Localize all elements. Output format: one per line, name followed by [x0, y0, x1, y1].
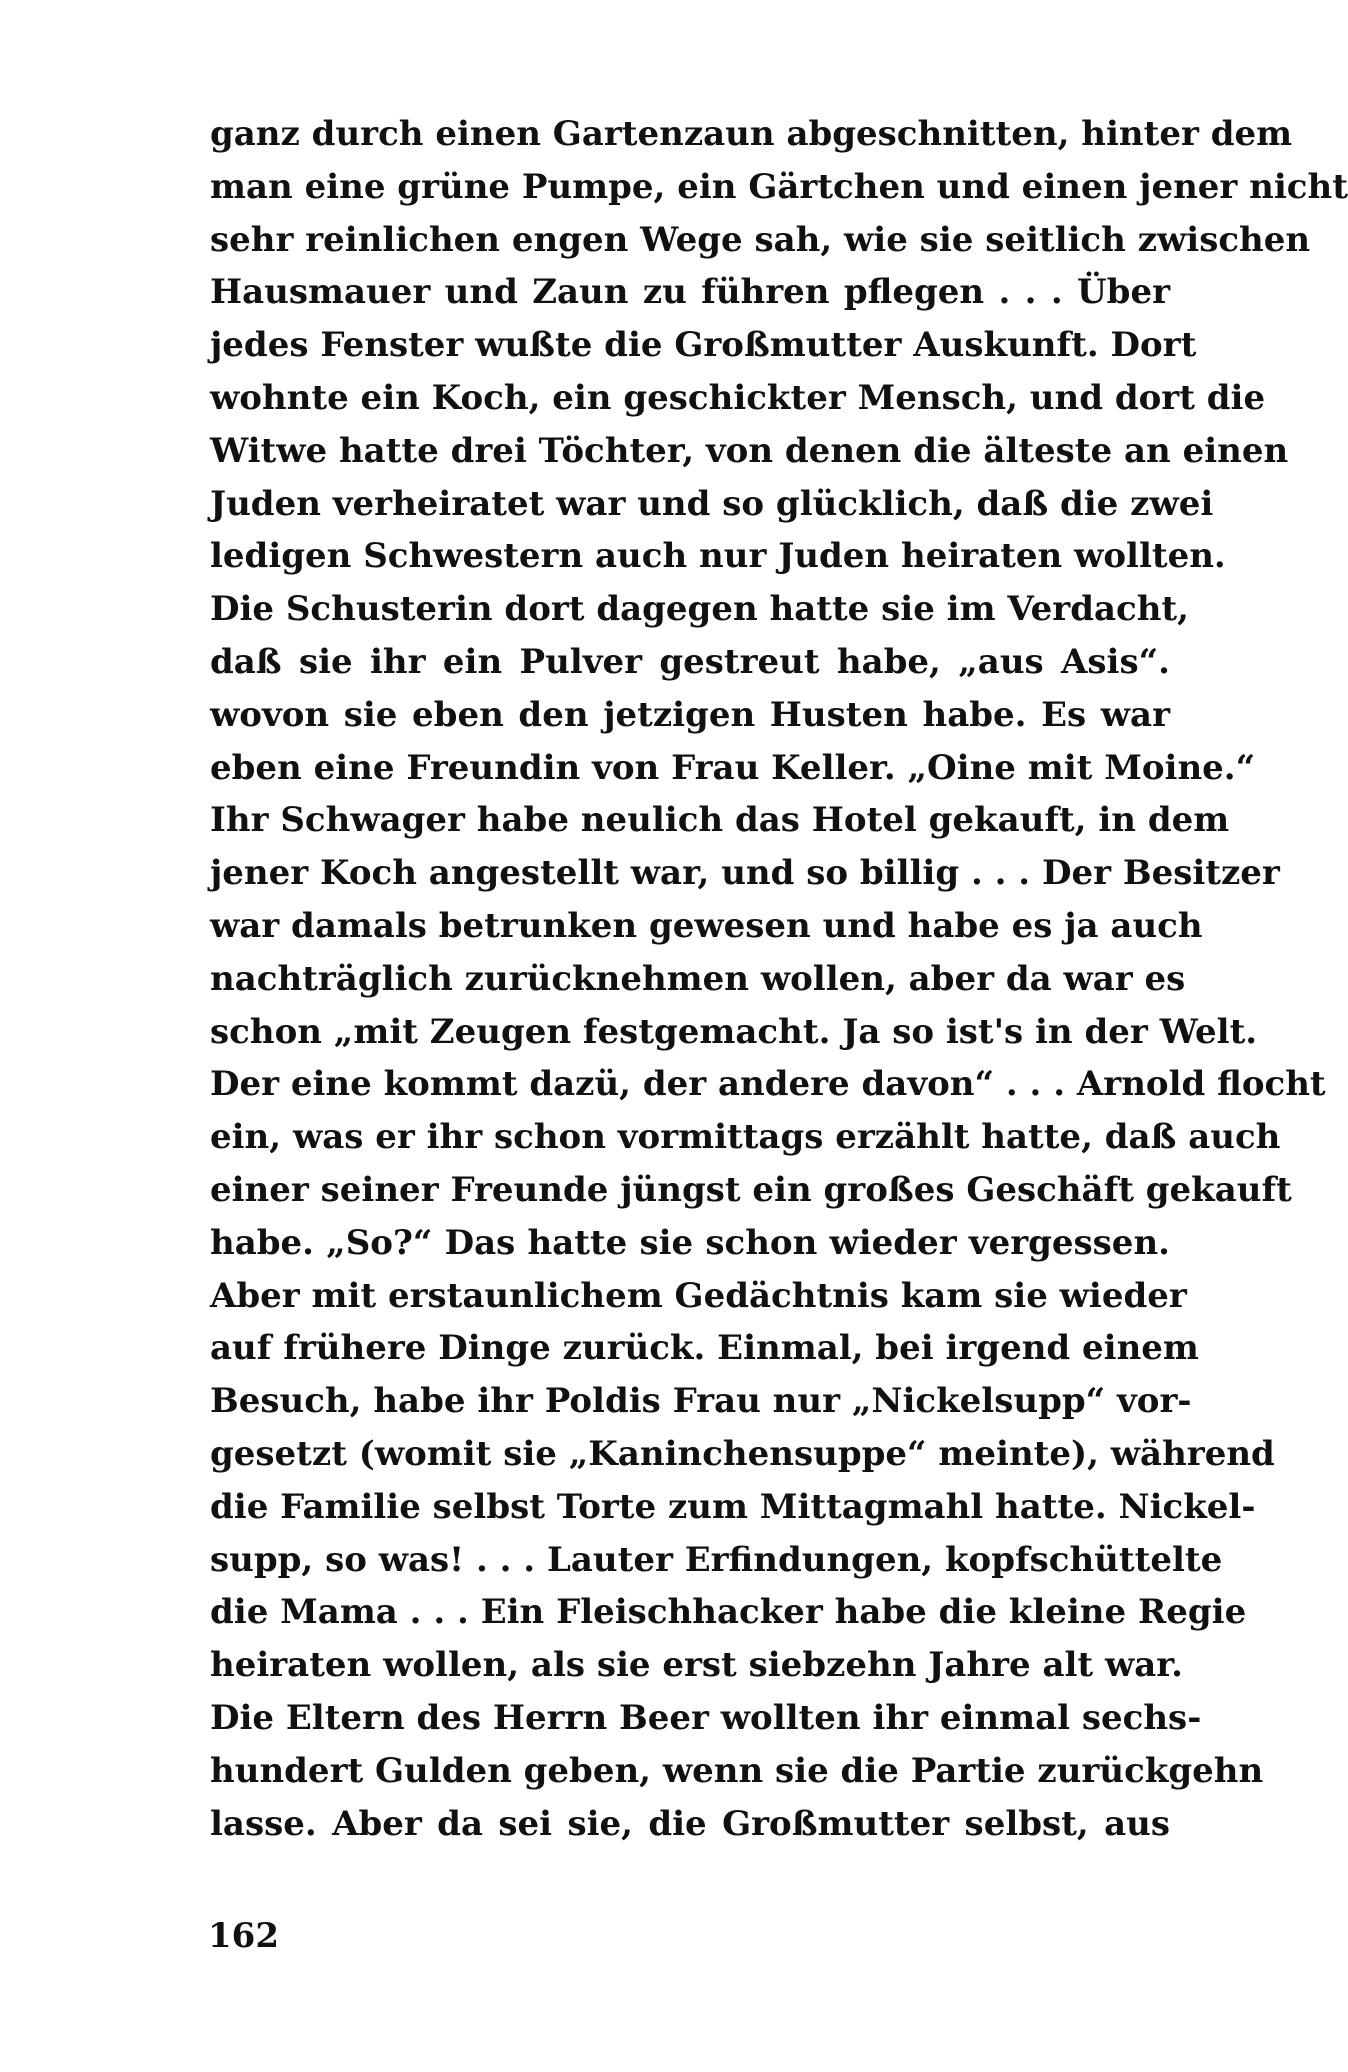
text-line: Der eine kommt dazü, der andere davon“ . . . Arnold flocht — [210, 1064, 1326, 1105]
text-line: einer seiner Freunde jüngst ein großes Geschäft gekauft — [210, 1169, 1292, 1210]
text-line: die Mama . . . Ein Fleischhacker habe die kleine Regie — [210, 1592, 1247, 1633]
text-line: supp, so was! . . . Lauter Erfindungen, kopfschüttelte — [210, 1539, 1223, 1580]
text-line: Hausmauer und Zaun zu führen pflegen . . . Über — [210, 272, 1170, 313]
text-line: jener Koch angestellt war, und so billig . . . Der Besitzer — [210, 853, 1280, 894]
text-line: wohnte ein Koch, ein geschickter Mensch, und dort die — [210, 377, 1266, 418]
text-line: sehr reinlichen engen Wege sah, wie sie seitlich zwischen — [210, 219, 1311, 260]
text-line: habe. „So?“ Das hatte sie schon wieder vergessen. — [210, 1222, 1170, 1263]
text-line: Ihr Schwager habe neulich das Hotel gekauft, in dem — [210, 800, 1230, 841]
text-line: Aber mit erstaunlichem Gedächtnis kam sie wieder — [210, 1275, 1187, 1316]
text-line: gesetzt (womit sie „Kaninchensuppe“ meinte), während — [210, 1433, 1275, 1474]
text-line: Witwe hatte drei Töchter, von denen die älteste an einen — [210, 430, 1289, 471]
text-line: schon „mit Zeugen festgemacht. Ja so ist's in der Welt. — [210, 1011, 1258, 1052]
text-line: hundert Gulden geben, wenn sie die Partie zurückgehn — [210, 1750, 1264, 1791]
text-line: ledigen Schwestern auch nur Juden heiraten wollten. — [210, 536, 1226, 577]
text-line: man eine grüne Pumpe, ein Gärtchen und einen jener nicht — [210, 166, 1348, 207]
text-line: eben eine Freundin von Frau Keller. „Oine mit Moine.“ — [210, 747, 1256, 788]
text-line: Besuch, habe ihr Poldis Frau nur „Nickelsupp“ vor- — [210, 1381, 1192, 1422]
text-line: ganz durch einen Gartenzaun abgeschnitten, hinter dem — [210, 114, 1293, 154]
page-number: 162 — [208, 1916, 279, 1956]
text-line: jedes Fenster wußte die Großmutter Auskunft. Dort — [210, 325, 1197, 366]
text-line: Juden verheiratet war und so glücklich, daß die zwei — [210, 483, 1214, 524]
text-line: Die Schusterin dort dagegen hatte sie im Verdacht, — [210, 589, 1189, 630]
text-line: nachträglich zurücknehmen wollen, aber da war es — [210, 958, 1186, 999]
text-line: daß sie ihr ein Pulver gestreut habe, „aus Asis“. — [210, 641, 1170, 682]
text-line: heiraten wollen, als sie erst siebzehn Jahre alt war. — [210, 1645, 1183, 1686]
text-line: auf frühere Dinge zurück. Einmal, bei irgend einem — [210, 1328, 1199, 1369]
body-text — [210, 108, 1348, 1850]
text-line: die Familie selbst Torte zum Mittagmahl hatte. Nickel- — [210, 1486, 1256, 1527]
text-line: wovon sie eben den jetzigen Husten habe. Es war — [210, 694, 1170, 735]
text-line: war damals betrunken gewesen und habe es ja auch — [210, 905, 1203, 946]
text-line: ein, was er ihr schon vormittags erzählt hatte, daß auch — [210, 1117, 1281, 1158]
text-line: lasse. Aber da sei sie, die Großmutter selbst, aus — [210, 1803, 1170, 1844]
text-line: Die Eltern des Herrn Beer wollten ihr einmal sechs- — [210, 1697, 1202, 1738]
